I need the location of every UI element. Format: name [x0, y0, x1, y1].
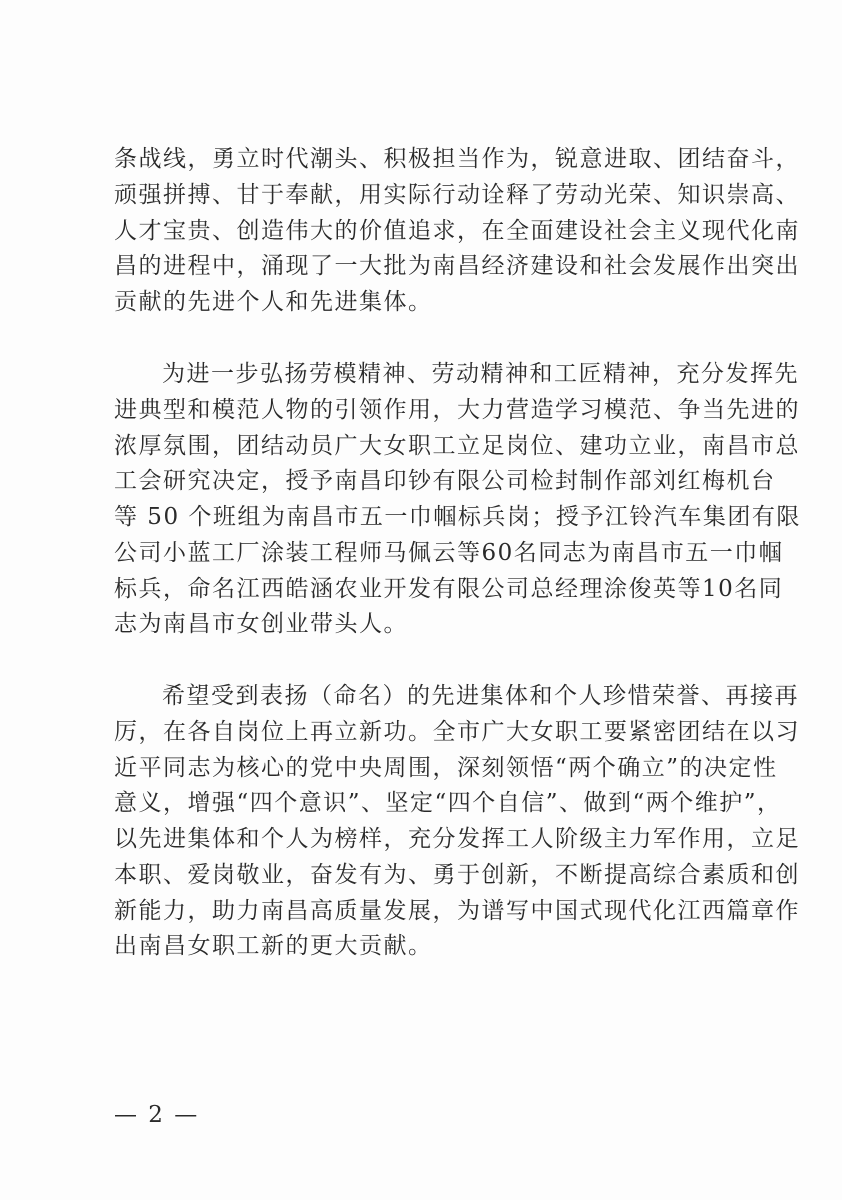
text-line: 新能力，助力南昌高质量发展，为谱写中国式现代化江西篇章作: [114, 897, 800, 924]
text-line: 贡献的先进个人和先进集体。: [114, 289, 433, 315]
text-line: 标兵，命名江西皓涵农业开发有限公司总经理涂俊英等10名同: [114, 575, 784, 602]
text-line: 昌的进程中，涌现了一大批为南昌经济建设和社会发展作出突出: [114, 253, 800, 280]
text-line: 近平同志为核心的党中央周围，深刻领悟“两个确立”的决定性: [114, 754, 778, 781]
text-line: 公司小蓝工厂涂装工程师马佩云等60名同志为南昌市五一巾帼: [114, 539, 784, 566]
text-line: 意义，增强“四个意识”、坚定“四个自信”、做到“两个维护”，: [114, 790, 782, 817]
paragraph-1: [114, 142, 800, 321]
text-line: 浓厚氛围，团结动员广大女职工立足岗位、建功立业，南昌市总: [114, 432, 800, 459]
text-line: 进典型和模范人物的引领作用，大力营造学习模范、争当先进的: [114, 396, 800, 423]
text-line: 等 50 个班组为南昌市五一巾帼标兵岗；授予江铃汽车集团有限: [114, 504, 801, 530]
text-line: 工会研究决定，授予南昌印钞有限公司检封制作部刘红梅机台: [114, 468, 776, 495]
paragraph-2: [114, 357, 801, 643]
text-line: 志为南昌市女创业带头人。: [114, 611, 408, 638]
text-line: 以先进集体和个人为榜样，充分发挥工人阶级主力军作用，立足: [114, 826, 800, 852]
text-line: 厉，在各自岗位上再立新功。全市广大女职工要紧密团结在以习: [114, 718, 800, 745]
text-line: 人才宝贵、创造伟大的价值追求，在全面建设社会主义现代化南: [114, 217, 800, 244]
text-line: 顽强拼搏、甘于奉献，用实际行动诠释了劳动光荣、知识崇高、: [114, 181, 800, 208]
page-number: — 2 —: [114, 1102, 200, 1128]
text-line: 为进一步弘扬劳模精神、劳动精神和工匠精神，充分发挥先: [162, 361, 799, 387]
text-line: 希望受到表扬（命名）的先进集体和个人珍惜荣誉、再接再: [162, 683, 799, 709]
paragraph-3: [114, 679, 800, 965]
text-line: 条战线，勇立时代潮头、积极担当作为，锐意进取、团结奋斗，: [114, 146, 800, 172]
text-line: 本职、爱岗敬业，奋发有为、勇于创新，不断提高综合素质和创: [114, 861, 800, 888]
text-line: 出南昌女职工新的更大贡献。: [114, 933, 433, 960]
